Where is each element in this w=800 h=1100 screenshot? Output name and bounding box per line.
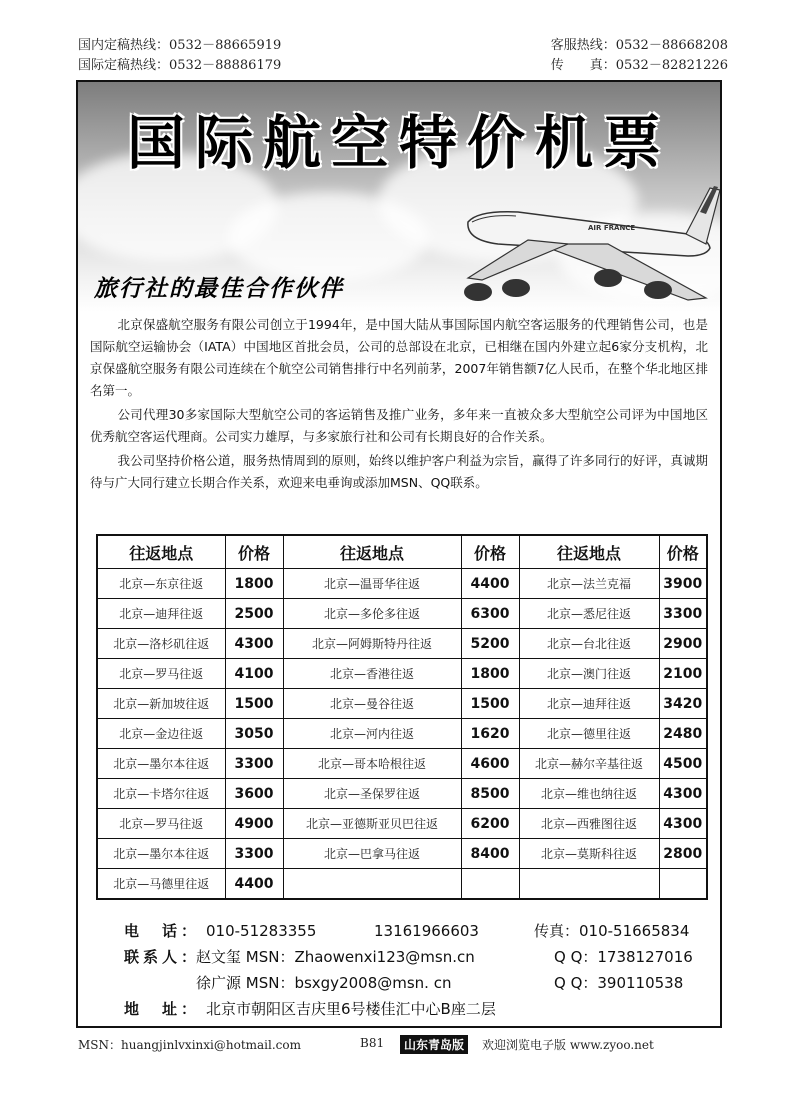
- footer-msn: MSN：huangjinlvxinxi@hotmail.com: [78, 1038, 301, 1052]
- company-intro: [90, 314, 708, 496]
- route-cell: 北京—维也纳往返: [519, 779, 659, 809]
- address-row: [124, 996, 714, 1022]
- route-cell: 北京—赫尔辛基往返: [519, 749, 659, 779]
- route-cell: 北京—香港往返: [283, 659, 461, 689]
- contact-info: [124, 918, 714, 1022]
- route-cell: 北京—迪拜往返: [97, 599, 225, 629]
- route-cell: 北京—墨尔本往返: [97, 839, 225, 869]
- banner-title: 国际航空特价机票: [126, 109, 671, 177]
- price-cell: 4400: [461, 569, 519, 599]
- table-header-row: [97, 535, 707, 569]
- contact-person-row: [124, 944, 714, 970]
- table-row: [97, 719, 707, 749]
- price-cell: 6300: [461, 599, 519, 629]
- price-cell: 4500: [659, 749, 707, 779]
- route-cell: 北京—罗马往返: [97, 659, 225, 689]
- route-cell: 北京—法兰克福: [519, 569, 659, 599]
- contact-person-2: 徐广源 MSN：bsxgy2008@msn. cn: [196, 974, 452, 992]
- phone-number-1: 010-51283355: [206, 922, 317, 940]
- table-row: [97, 689, 707, 719]
- price-cell: 3420: [659, 689, 707, 719]
- route-cell: 北京—罗马往返: [97, 809, 225, 839]
- price-cell: 1620: [461, 719, 519, 749]
- price-cell: [659, 869, 707, 900]
- address-text: 北京市朝阳区吉庆里6号楼佳汇中心B座二层: [206, 1000, 496, 1018]
- price-cell: 4300: [659, 779, 707, 809]
- price-cell: 1500: [461, 689, 519, 719]
- route-cell: 北京—德里往返: [519, 719, 659, 749]
- contact-person-label: 联系人：: [124, 948, 201, 966]
- price-table-body: [97, 569, 707, 900]
- price-cell: 3300: [659, 599, 707, 629]
- price-cell: 1500: [225, 689, 283, 719]
- column-header-price: 价格: [225, 535, 283, 569]
- banner: [78, 82, 720, 312]
- route-cell: 北京—新加坡往返: [97, 689, 225, 719]
- price-cell: 3600: [225, 779, 283, 809]
- route-cell: 北京—东京往返: [97, 569, 225, 599]
- price-cell: 2500: [225, 599, 283, 629]
- intro-paragraph: 我公司坚持价格公道，服务热情周到的原则，始终以维护客户利益为宗旨，赢得了许多同行的好评，真诚期待与广大同行建立长期合作关系，欢迎来电垂询或添加MSN、QQ联系。: [90, 453, 708, 490]
- price-cell: 3300: [225, 839, 283, 869]
- qq-number-2: Q Q：390110538: [554, 974, 684, 992]
- price-cell: 6200: [461, 809, 519, 839]
- column-header-route: 往返地点: [283, 535, 461, 569]
- ad-frame: [76, 80, 722, 1028]
- table-row: [97, 839, 707, 869]
- column-header-price: 价格: [659, 535, 707, 569]
- price-cell: 2800: [659, 839, 707, 869]
- contact-person-row: [124, 970, 714, 996]
- route-cell: 北京—河内往返: [283, 719, 461, 749]
- phone-label: 电 话：: [124, 922, 201, 940]
- route-cell: 北京—西雅图往返: [519, 809, 659, 839]
- intro-paragraph: 北京保盛航空服务有限公司创立于1994年，是中国大陆从事国际国内航空客运服务的代理销售公司，也是国际航空运输协会（IATA）中国地区首批会员，公司的总部设在北京，已相继在国内外建立起6家分支机构，北京保盛航空服务有限公司连续在个航空公司销售排行中名列前茅，2007年销售额7亿人民币，在整个华北地区排名第一。: [90, 317, 708, 398]
- service-hotline: 客服热线：0532－88668208: [550, 38, 728, 53]
- international-hotline: 国际定稿热线：0532－88886179: [78, 58, 282, 73]
- column-header-route: 往返地点: [97, 535, 225, 569]
- fax-number: 传真：010-51665834: [534, 922, 690, 940]
- domestic-hotline: 国内定稿热线：0532－88665919: [78, 38, 282, 53]
- route-cell: 北京—台北往返: [519, 629, 659, 659]
- phone-row: [124, 918, 714, 944]
- price-cell: 4600: [461, 749, 519, 779]
- table-row: [97, 869, 707, 900]
- price-cell: 2100: [659, 659, 707, 689]
- price-cell: [461, 869, 519, 900]
- route-cell: [283, 869, 461, 900]
- phone-number-2: 13161966603: [374, 922, 479, 940]
- route-cell: 北京—卡塔尔往返: [97, 779, 225, 809]
- price-cell: 5200: [461, 629, 519, 659]
- price-cell: 8500: [461, 779, 519, 809]
- route-cell: 北京—阿姆斯特丹往返: [283, 629, 461, 659]
- route-cell: 北京—金边往返: [97, 719, 225, 749]
- price-cell: 8400: [461, 839, 519, 869]
- edition-badge: 山东青岛版: [400, 1035, 468, 1054]
- price-cell: 4100: [225, 659, 283, 689]
- price-cell: 4300: [659, 809, 707, 839]
- intro-paragraph: 公司代理30多家国际大型航空公司的客运销售及推广业务，多年来一直被众多大型航空公司评为中国地区优秀航空客运代理商。公司实力雄厚，与多家旅行社和公司有长期良好的合作关系。: [90, 407, 708, 444]
- table-row: [97, 809, 707, 839]
- route-cell: [519, 869, 659, 900]
- route-cell: 北京—莫斯科往返: [519, 839, 659, 869]
- price-cell: 1800: [461, 659, 519, 689]
- route-cell: 北京—悉尼往返: [519, 599, 659, 629]
- table-row: [97, 749, 707, 779]
- table-row: [97, 569, 707, 599]
- page-number: B81: [360, 1036, 385, 1050]
- price-cell: 3300: [225, 749, 283, 779]
- footer-website: 欢迎浏览电子版 www.zyoo.net: [482, 1038, 654, 1052]
- fax-line: 传 真：0532－82821226: [550, 58, 728, 73]
- qq-number-1: Q Q：1738127016: [554, 948, 693, 966]
- column-header-price: 价格: [461, 535, 519, 569]
- route-cell: 北京—圣保罗往返: [283, 779, 461, 809]
- plane-livery: AIR FRANCE: [588, 224, 636, 232]
- price-cell: 4400: [225, 869, 283, 900]
- route-cell: 北京—澳门往返: [519, 659, 659, 689]
- price-cell: 2480: [659, 719, 707, 749]
- price-cell: 3050: [225, 719, 283, 749]
- banner-subtitle: 旅行社的最佳合作伙伴: [94, 276, 344, 302]
- hotlines-left: [78, 36, 281, 76]
- route-cell: 北京—马德里往返: [97, 869, 225, 900]
- price-cell: 2900: [659, 629, 707, 659]
- route-cell: 北京—多伦多往返: [283, 599, 461, 629]
- price-cell: 4300: [225, 629, 283, 659]
- route-cell: 北京—迪拜往返: [519, 689, 659, 719]
- airplane-image: [458, 182, 720, 312]
- price-cell: 4900: [225, 809, 283, 839]
- contact-person-1: 赵文玺 MSN：Zhaowenxi123@msn.cn: [196, 948, 475, 966]
- route-cell: 北京—温哥华往返: [283, 569, 461, 599]
- hotlines-right: [551, 36, 728, 76]
- price-table: [96, 534, 708, 900]
- table-row: [97, 599, 707, 629]
- price-cell: 1800: [225, 569, 283, 599]
- route-cell: 北京—曼谷往返: [283, 689, 461, 719]
- address-label: 地 址：: [124, 1000, 201, 1018]
- route-cell: 北京—哥本哈根往返: [283, 749, 461, 779]
- route-cell: 北京—亚德斯亚贝巴往返: [283, 809, 461, 839]
- page-footer: [78, 1036, 698, 1056]
- price-cell: 3900: [659, 569, 707, 599]
- route-cell: 北京—巴拿马往返: [283, 839, 461, 869]
- route-cell: 北京—墨尔本往返: [97, 749, 225, 779]
- column-header-route: 往返地点: [519, 535, 659, 569]
- table-row: [97, 629, 707, 659]
- route-cell: 北京—洛杉矶往返: [97, 629, 225, 659]
- table-row: [97, 779, 707, 809]
- table-row: [97, 659, 707, 689]
